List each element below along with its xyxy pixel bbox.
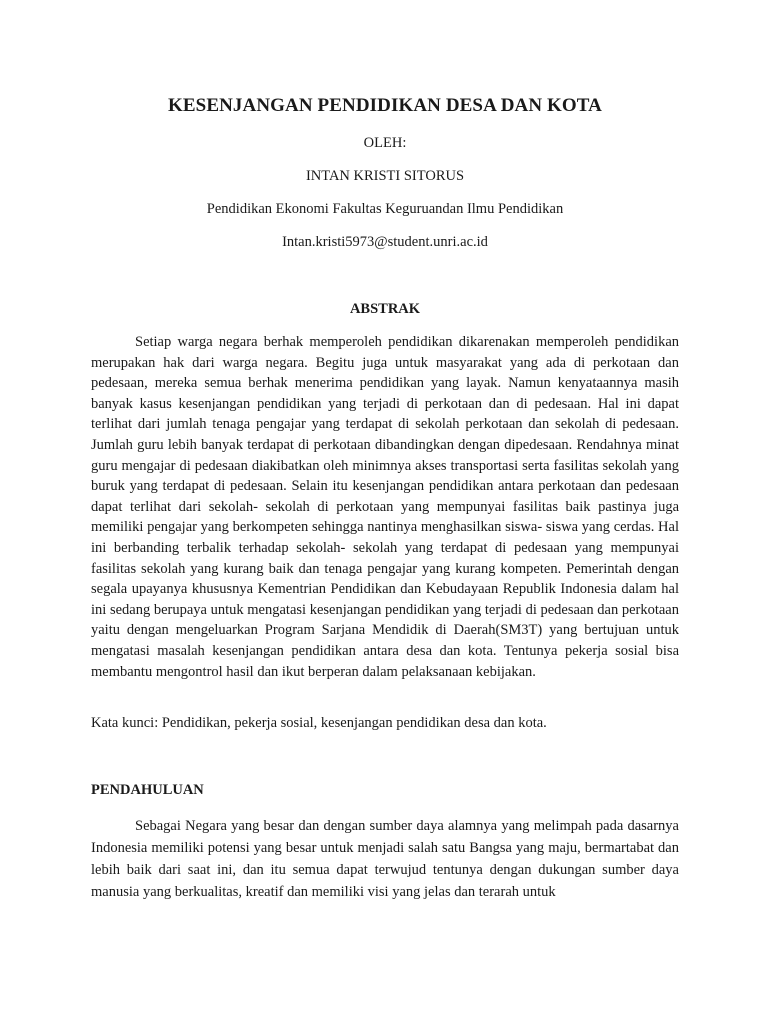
abstract-heading: ABSTRAK: [349, 301, 421, 317]
introduction-body: Sebagai Negara yang besar dan dengan sumber daya alamnya yang melimpah pada dasarnya Indonesia memiliki potensi yang besar untuk menjadi salah satu Bangsa yang maju, bermartabat dan lebih baik dari saat ini, dan itu semua dapat terwujud tentunya dengan dukungan sumber daya manusia yang berkualitas, kreatif dan memiliki visi yang jelas dan terarah untuk: [91, 818, 679, 900]
author-affiliation: Pendidikan Ekonomi Fakultas Keguruandan Ilmu Pendidikan: [206, 201, 564, 217]
author-name: INTAN KRISTI SITORUS: [305, 168, 465, 184]
oleh-label: OLEH:: [363, 135, 407, 151]
introduction-heading: PENDAHULUAN: [91, 782, 204, 798]
author-email: Intan.kristi5973@student.unri.ac.id: [282, 234, 488, 250]
paper-title: KESENJANGAN PENDIDIKAN DESA DAN KOTA: [168, 95, 602, 116]
keywords-line: Kata kunci: Pendidikan, pekerja sosial, kesenjangan pendidikan desa dan kota.: [91, 715, 547, 731]
abstract-body: Setiap warga negara berhak memperoleh pendidikan dikarenakan memperoleh pendidikan merupakan hak dari warga negara. Begitu juga untuk masyarakat yang ada di perkotaan dan pedesaan, mereka semua berhak menerima pendidikan yang layak. Namun kenyataannya masih banyak kasus kesenjangan pendidikan yang terjadi di perkotaan dan di pedesaan. Hal ini dapat terlihat dari jumlah tenaga pengajar yang terdapat di sekolah perkotaan dan sekolah di pedesaan. Jumlah guru lebih banyak terdapat di perkotaan dibandingkan dengan dipedesaan. Rendahnya minat guru mengajar di pedesaan diakibatkan oleh minimnya akses transportasi serta fasilitas sekolah yang buruk yang terdapat di pedesaan. Selain itu kesenjangan pendidikan antara perkotaan dan pedesaan dapat terlihat dari sekolah- sekolah di perkotaan yang mempunyai fasilitas baik pastinya juga memiliki pengajar yang berkompeten sehingga nantinya menghasilkan siswa- siswa yang cerdas. Hal ini berbanding terbalik terhadap sekolah- sekolah yang terdapat di pedesaan yang mempunyai fasilitas sekolah yang kurang baik dan tenaga pengajar yang kurang kompeten. Pemerintah dengan segala upayanya khususnya Kementrian Pendidikan dan Kebudayaan Republik Indonesia dalam hal ini sedang berupaya untuk mengatasi kesenjangan pendidikan yang terjadi di pedesaan dan perkotaan yaitu dengan mengeluarkan Program Sarjana Mendidik di Daerah(SM3T) yang bertujuan untuk mengatasi masalah kesenjangan pendidikan antara desa dan kota. Tentunya pekerja sosial bisa membantu mengontrol hasil dan ikut berperan dalam pelaksanaan kebijakan.: [91, 334, 679, 680]
